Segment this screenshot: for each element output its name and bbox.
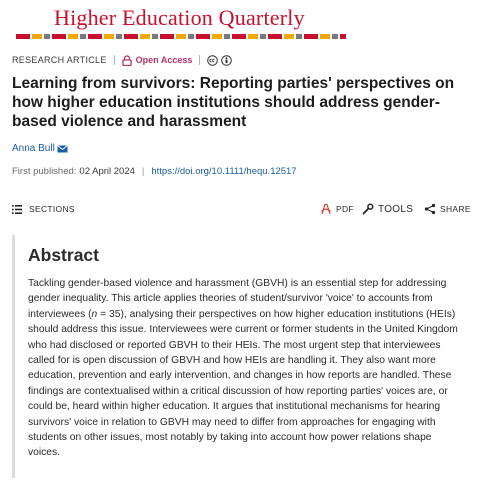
pdf-label: PDF	[336, 204, 354, 214]
tools-button[interactable]	[362, 203, 413, 215]
abstract-text	[28, 276, 466, 461]
published-date: 02 April 2024	[79, 166, 135, 177]
doi-link[interactable]: https://doi.org/10.1111/hequ.12517	[151, 166, 297, 177]
abstract-heading: Abstract	[28, 245, 99, 265]
meta-divider	[114, 55, 115, 65]
pdf-icon	[320, 203, 332, 215]
abstract-text-part: Tackling gender-based violence and harassment (GBVH) is an essential step for addressing gender inequality. This article applies theories of student/survivor 'voice' to accounts from interviewees (	[28, 278, 447, 320]
cc-icon	[207, 55, 218, 66]
journal-title[interactable]: Higher Education Quarterly	[54, 5, 305, 30]
list-icon	[12, 205, 22, 214]
share-icon	[424, 203, 436, 215]
mail-icon[interactable]	[57, 145, 68, 153]
article-type-label: RESEARCH ARTICLE	[12, 55, 107, 65]
sections-button[interactable]	[12, 204, 75, 214]
author-line	[12, 143, 68, 154]
wrench-icon	[362, 203, 374, 215]
pub-divider: |	[141, 166, 145, 177]
article-meta-line	[12, 53, 235, 67]
abstract-text-part: = 35), analysing their perspectives on how higher education institutions (HEIs) should address this issue. Interviewees were current or former students in the United Kingdom who had disclosed or reported GBVH to their HEIs. The most urgent step that interviewees called for is open discussion of GBVH and how HEIs are handling it. They also want more education, prevention and early intervention, and changes in how reports are handled. These findings are contextualised within a critical discussion of how reporting parties' voices are, or could be, heard within higher education. It argues that institutional mechanisms for hearing survivors' voice in relation to GBVH may need to differ from approaches for engaging with students on other issues, most notably by taking into account how power relations shape voices.	[28, 308, 458, 459]
lock-icon	[122, 55, 132, 66]
attribution-icon	[221, 55, 232, 66]
published-label: First published:	[12, 166, 77, 177]
abstract-section	[12, 235, 468, 478]
journal-banner[interactable]	[16, 0, 346, 40]
share-label: SHARE	[440, 204, 471, 214]
meta-divider	[199, 55, 200, 65]
article-toolbar	[12, 202, 471, 218]
sections-label: SECTIONS	[29, 204, 75, 214]
author-link[interactable]: Anna Bull	[12, 143, 55, 154]
pdf-button[interactable]	[320, 203, 354, 215]
journal-banner-rule	[16, 34, 346, 39]
open-access-badge: Open Access	[135, 55, 193, 65]
article-title: Learning from survivors: Reporting parties' perspectives on how higher education institutions should address gender-based violence and harassment	[12, 75, 455, 130]
publication-line	[12, 166, 297, 177]
abstract-sample-size-symbol: n	[91, 308, 98, 320]
share-button[interactable]	[424, 203, 471, 215]
tools-label: TOOLS	[378, 203, 414, 215]
